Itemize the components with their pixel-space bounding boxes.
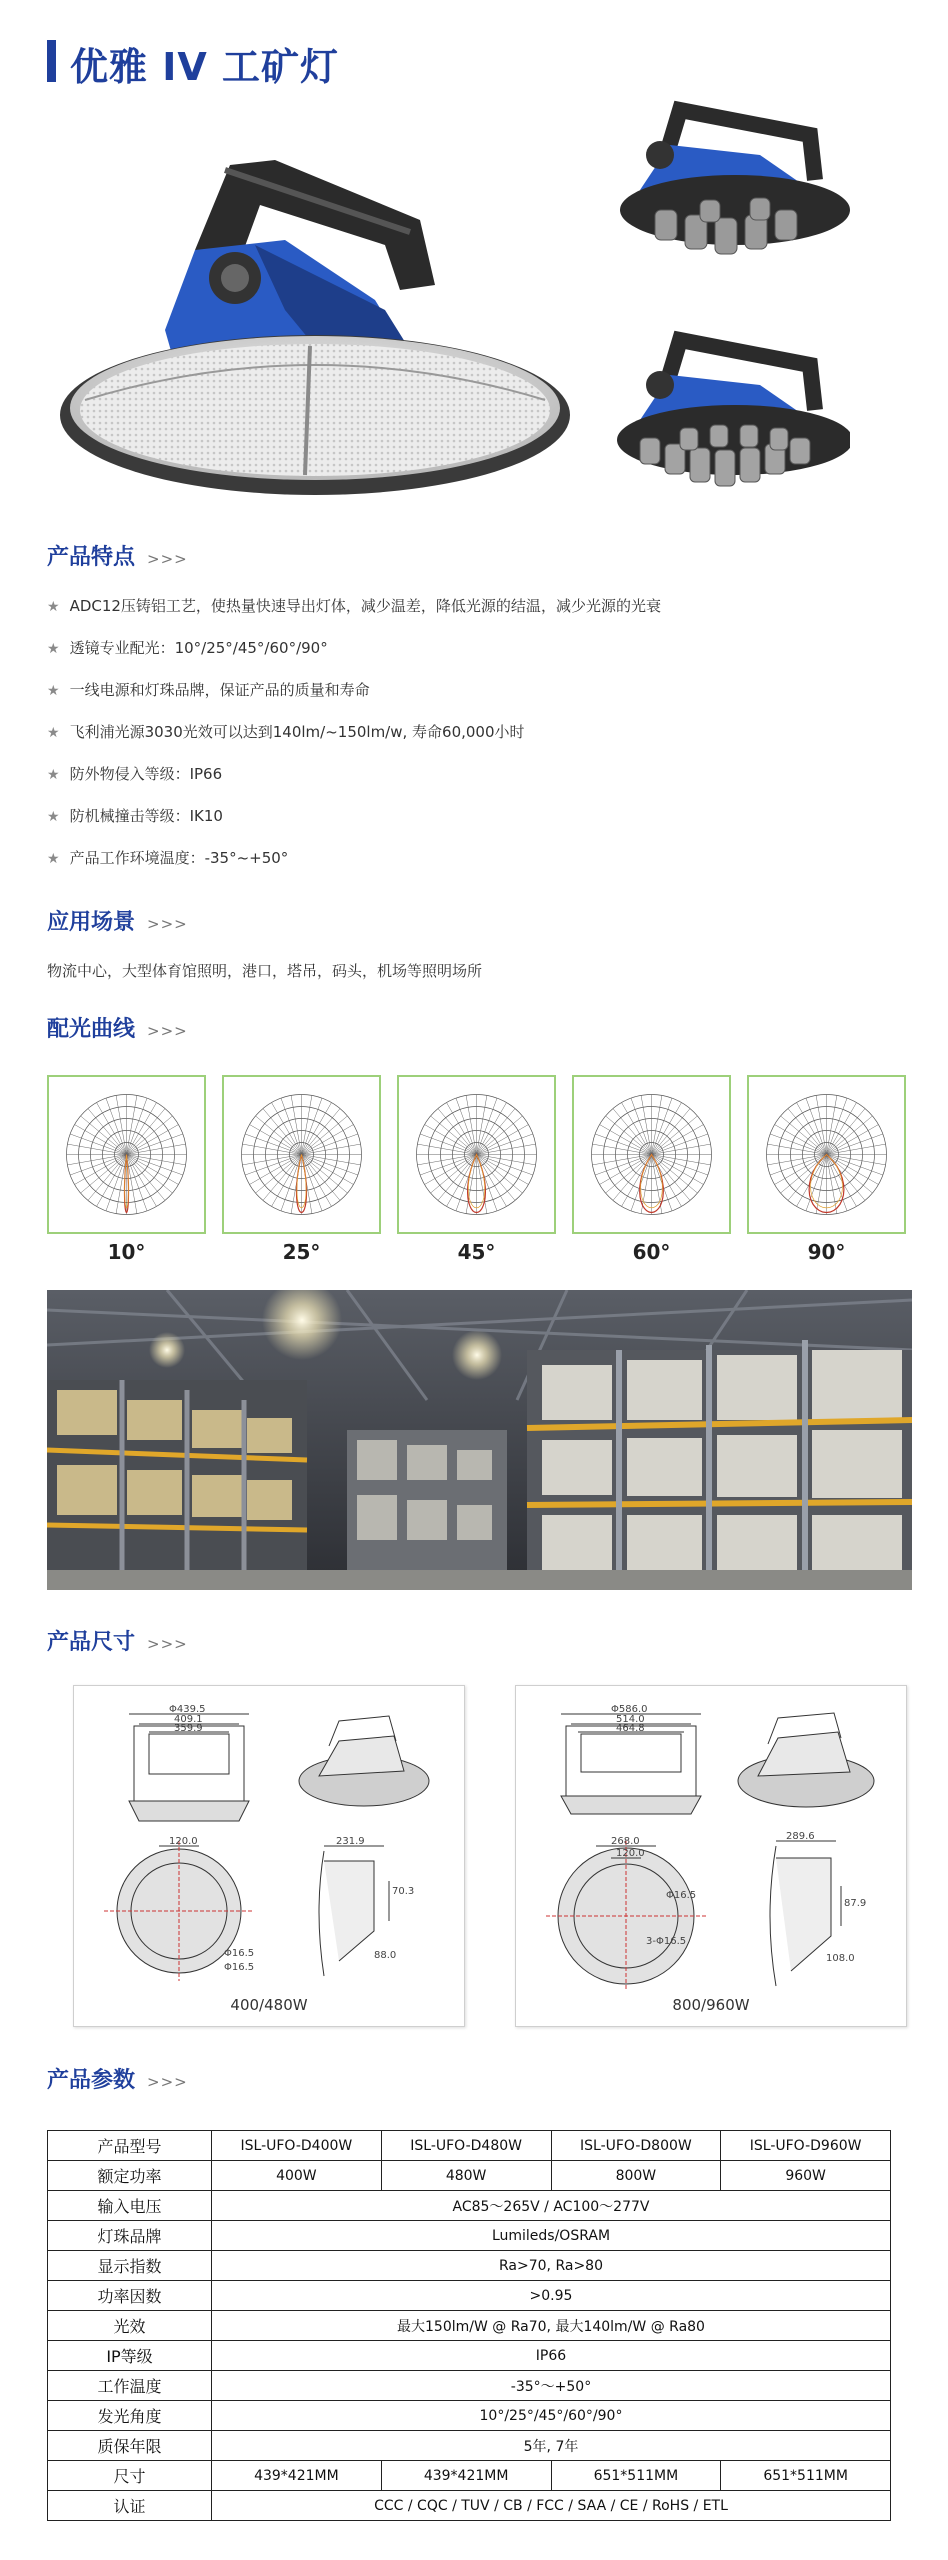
- dimension-drawing-800-960: [515, 1685, 907, 2027]
- section-heading-beam: [47, 1012, 188, 1043]
- dim-label: 268.0: [611, 1836, 640, 1847]
- section-arrows: >>>: [147, 1635, 188, 1653]
- spec-cell-merged: Ra>70, Ra>80: [212, 2251, 891, 2281]
- spec-cell: 439*421MM: [212, 2461, 382, 2491]
- section-arrows: >>>: [147, 915, 188, 933]
- feature-item: [47, 637, 328, 658]
- section-title: 应用场景: [47, 910, 136, 935]
- star-icon: ★: [47, 767, 60, 783]
- dim-label: 120.0: [616, 1848, 645, 1859]
- section-arrows: >>>: [147, 550, 188, 568]
- feature-item: [47, 805, 223, 826]
- lamp-thumbnail-lens-10: [610, 100, 850, 275]
- spec-row: [48, 2161, 891, 2191]
- section-arrows: >>>: [147, 1022, 188, 1040]
- star-icon: ★: [47, 599, 60, 615]
- dim-label: 359.9: [174, 1723, 203, 1734]
- spec-cell: 480W: [381, 2161, 551, 2191]
- star-icon: ★: [47, 683, 60, 699]
- spec-label: 灯珠品牌: [48, 2221, 212, 2251]
- beam-label: 25°: [282, 1240, 321, 1264]
- spec-label: 认证: [48, 2491, 212, 2521]
- dimension-caption: 800/960W: [672, 1996, 750, 2014]
- spec-row: [48, 2431, 891, 2461]
- dim-label: Φ439.5: [169, 1704, 206, 1715]
- spec-row: [48, 2131, 891, 2161]
- dimension-drawing-400-480: [73, 1685, 465, 2027]
- dim-label: 464.8: [616, 1723, 645, 1734]
- feature-item: [47, 721, 525, 742]
- section-heading-dimensions: [47, 1625, 188, 1656]
- dim-label: 409.1: [174, 1714, 203, 1725]
- dimension-caption: 400/480W: [230, 1996, 308, 2014]
- spec-table: [47, 2130, 891, 2521]
- feature-item: [47, 595, 661, 616]
- spec-cell-merged: IP66: [212, 2341, 891, 2371]
- feature-text: ADC12压铸铝工艺，使热量快速导出灯体，减少温差，降低光源的结温，减少光源的光衰: [69, 597, 661, 615]
- dim-label: Φ16.5: [666, 1890, 697, 1901]
- spec-label: IP等级: [48, 2341, 212, 2371]
- beam-label: 90°: [807, 1240, 846, 1264]
- title-accent-bar: [47, 40, 56, 82]
- star-icon: ★: [47, 851, 60, 867]
- spec-cell: ISL-UFO-D960W: [721, 2131, 891, 2161]
- spec-cell-merged: 10°/25°/45°/60°/90°: [212, 2401, 891, 2431]
- dim-label: 289.6: [786, 1831, 815, 1842]
- feature-text: 产品工作环境温度：-35°~+50°: [69, 849, 289, 867]
- section-title: 产品参数: [47, 2068, 136, 2093]
- spec-row: [48, 2281, 891, 2311]
- dim-label: Φ16.5: [224, 1962, 255, 1973]
- spec-label: 发光角度: [48, 2401, 212, 2431]
- spec-cell: 651*511MM: [721, 2461, 891, 2491]
- spec-label: 尺寸: [48, 2461, 212, 2491]
- dim-label: Φ16.5: [224, 1948, 255, 1959]
- spec-label: 输入电压: [48, 2191, 212, 2221]
- spec-label: 工作温度: [48, 2371, 212, 2401]
- spec-row: [48, 2311, 891, 2341]
- spec-row: [48, 2191, 891, 2221]
- star-icon: ★: [47, 725, 60, 741]
- dim-label: Φ586.0: [611, 1704, 648, 1715]
- dim-label: 87.9: [844, 1898, 867, 1909]
- spec-row: [48, 2341, 891, 2371]
- star-icon: ★: [47, 809, 60, 825]
- section-arrows: >>>: [147, 2073, 188, 2091]
- lamp-thumbnail-lens-14: [610, 330, 850, 510]
- page-title: 优雅 IV 工矿灯: [70, 45, 340, 89]
- beam-curve-diagram: [747, 1075, 906, 1234]
- spec-row: [48, 2491, 891, 2521]
- section-heading-params: [47, 2063, 188, 2094]
- dim-label: 514.0: [616, 1714, 645, 1725]
- spec-label: 质保年限: [48, 2431, 212, 2461]
- section-title: 产品特点: [47, 545, 136, 570]
- spec-row: [48, 2371, 891, 2401]
- spec-cell-merged: 最大150lm/W @ Ra70, 最大140lm/W @ Ra80: [212, 2311, 891, 2341]
- spec-cell: 651*511MM: [551, 2461, 721, 2491]
- spec-cell-merged: AC85～265V / AC100～277V: [212, 2191, 891, 2221]
- spec-cell: 400W: [212, 2161, 382, 2191]
- dim-label: 120.0: [169, 1836, 198, 1847]
- warehouse-photo: [47, 1290, 912, 1590]
- application-text: 物流中心，大型体育馆照明，港口，塔吊，码头，机场等照明场所: [47, 962, 483, 980]
- hero-lamp-image: [55, 150, 575, 510]
- spec-cell-merged: -35°～+50°: [212, 2371, 891, 2401]
- section-title: 配光曲线: [47, 1017, 136, 1042]
- dim-label: 3-Φ16.5: [646, 1936, 687, 1947]
- dim-label: 88.0: [374, 1950, 397, 1961]
- spec-label: 显示指数: [48, 2251, 212, 2281]
- spec-cell-merged: 5年, 7年: [212, 2431, 891, 2461]
- beam-label: 45°: [457, 1240, 496, 1264]
- spec-cell: ISL-UFO-D400W: [212, 2131, 382, 2161]
- feature-item: [47, 679, 370, 700]
- spec-label: 产品型号: [48, 2131, 212, 2161]
- spec-row: [48, 2221, 891, 2251]
- dim-label: 108.0: [826, 1953, 855, 1964]
- spec-row: [48, 2401, 891, 2431]
- feature-text: 防机械撞击等级：IK10: [69, 807, 223, 825]
- beam-curve-diagram: [397, 1075, 556, 1234]
- star-icon: ★: [47, 641, 60, 657]
- feature-item: [47, 763, 222, 784]
- dim-label: 231.9: [336, 1836, 365, 1847]
- dim-label: 70.3: [392, 1886, 415, 1897]
- spec-cell: ISL-UFO-D800W: [551, 2131, 721, 2161]
- beam-label: 10°: [107, 1240, 146, 1264]
- feature-text: 一线电源和灯珠品牌，保证产品的质量和寿命: [69, 681, 370, 699]
- spec-cell-merged: >0.95: [212, 2281, 891, 2311]
- beam-curve-diagram: [222, 1075, 381, 1234]
- feature-text: 防外物侵入等级：IP66: [69, 765, 223, 783]
- spec-cell: 800W: [551, 2161, 721, 2191]
- spec-cell-merged: Lumileds/OSRAM: [212, 2221, 891, 2251]
- beam-curve-diagram: [47, 1075, 206, 1234]
- spec-row: [48, 2461, 891, 2491]
- feature-item: [47, 847, 288, 868]
- beam-label: 60°: [632, 1240, 671, 1264]
- beam-curve-diagram: [572, 1075, 731, 1234]
- spec-cell: 439*421MM: [381, 2461, 551, 2491]
- spec-label: 光效: [48, 2311, 212, 2341]
- spec-cell-merged: CCC / CQC / TUV / CB / FCC / SAA / CE / RoHS / ETL: [212, 2491, 891, 2521]
- spec-label: 功率因数: [48, 2281, 212, 2311]
- feature-text: 透镜专业配光：10°/25°/45°/60°/90°: [69, 639, 328, 657]
- spec-cell: 960W: [721, 2161, 891, 2191]
- spec-row: [48, 2251, 891, 2281]
- section-heading-features: [47, 540, 188, 571]
- feature-text: 飞利浦光源3030光效可以达到140lm/~150lm/w, 寿命60,000小时: [69, 723, 525, 741]
- spec-cell: ISL-UFO-D480W: [381, 2131, 551, 2161]
- section-title: 产品尺寸: [47, 1630, 136, 1655]
- section-heading-applications: [47, 905, 188, 936]
- spec-label: 额定功率: [48, 2161, 212, 2191]
